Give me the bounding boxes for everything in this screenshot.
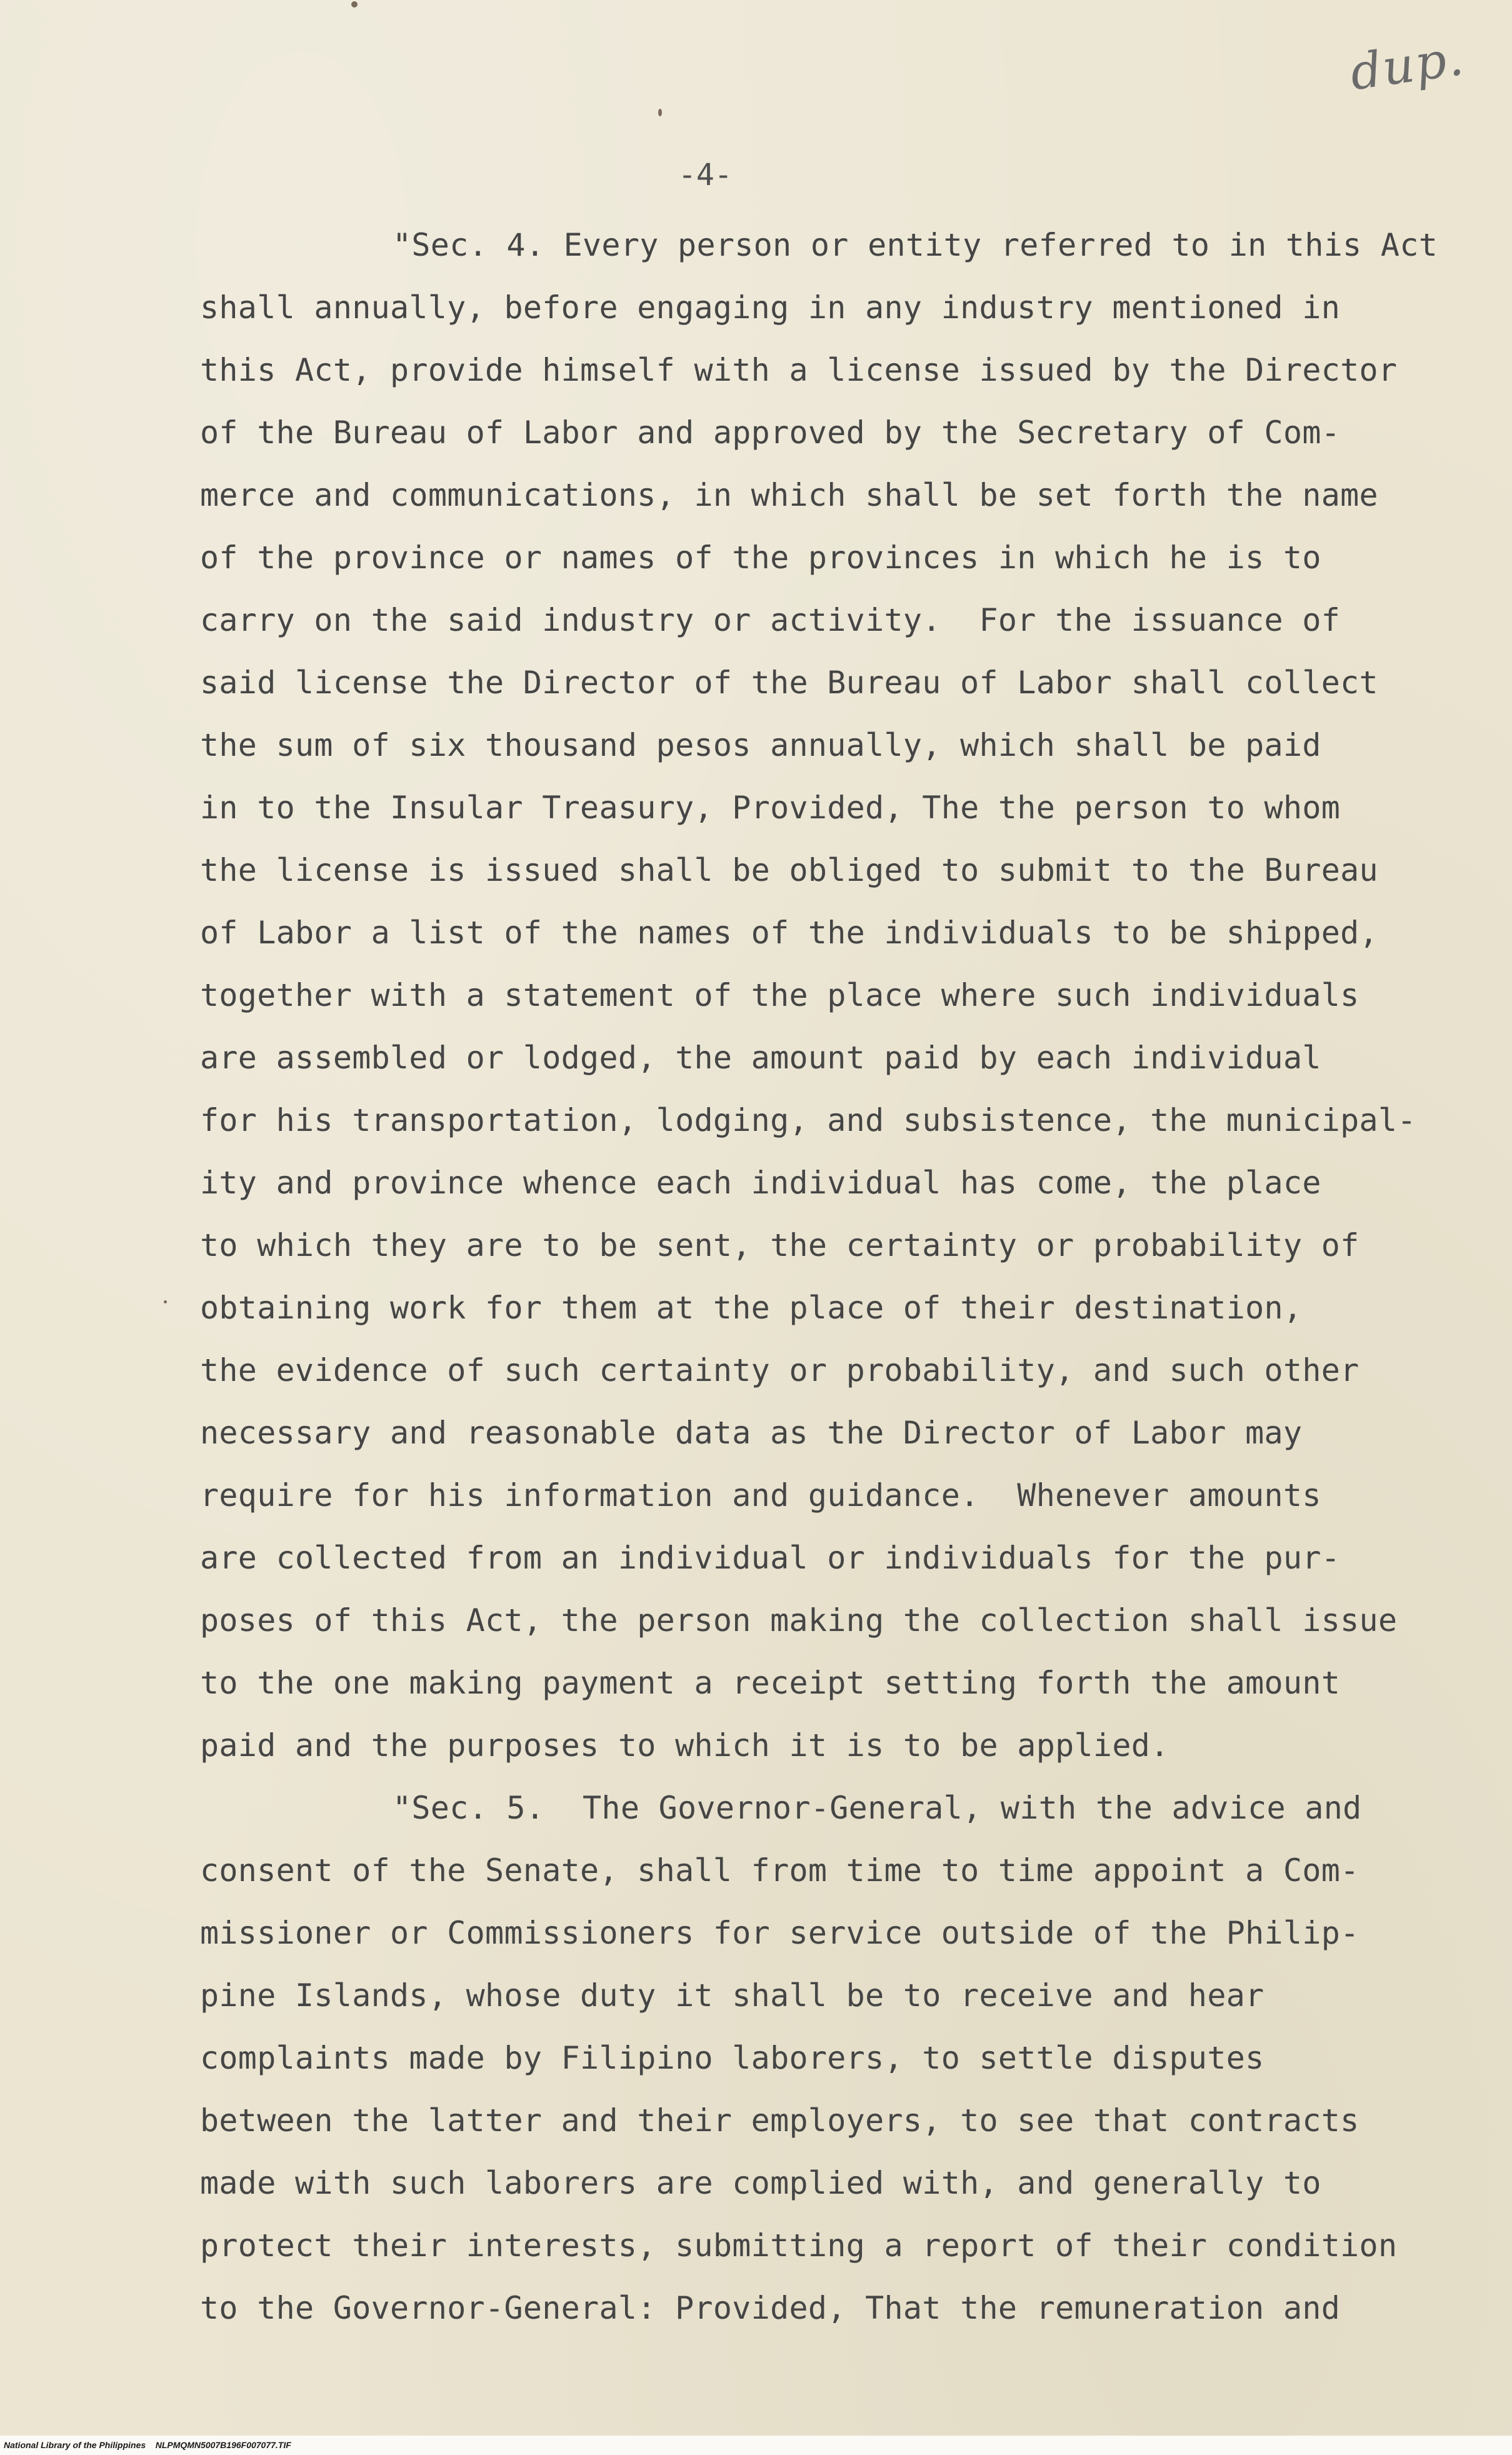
text-line: poses of this Act, the person making the collection shall issue xyxy=(200,1602,1398,1639)
text-line: complaints made by Filipino laborers, to settle disputes xyxy=(200,2040,1264,2076)
text-line: obtaining work for them at the place of their destination, xyxy=(200,1290,1303,1326)
text-line: ity and province whence each individual has come, the place xyxy=(200,1165,1321,1201)
text-line: are collected from an individual or individuals for the pur- xyxy=(200,1540,1341,1576)
text-line: to which they are to be sent, the certainty or probability of xyxy=(200,1227,1359,1263)
handwritten-annotation: dup. xyxy=(1346,29,1468,102)
text-line: said license the Director of the Bureau of Labor shall collect xyxy=(200,665,1378,701)
text-line: in to the Insular Treasury, Provided, The the person to whom xyxy=(200,790,1341,826)
library-name: National Library of the Philippines xyxy=(4,2440,146,2450)
ink-speck xyxy=(164,1300,167,1303)
text-line: "Sec. 4. Every person or entity referred to in this Act xyxy=(393,227,1438,263)
text-line: pine Islands, whose duty it shall be to receive and hear xyxy=(200,1977,1264,2014)
text-line: carry on the said industry or activity. For the issuance of xyxy=(200,602,1341,638)
text-line: protect their interests, submitting a report of their condition xyxy=(200,2227,1398,2264)
text-line: to the Governor-General: Provided, That the remuneration and xyxy=(200,2290,1341,2326)
text-line: to the one making payment a receipt setting forth the amount xyxy=(200,1665,1341,1701)
text-line: consent of the Senate, shall from time to time appoint a Com- xyxy=(200,1852,1359,1889)
text-line: the sum of six thousand pesos annually, which shall be paid xyxy=(200,727,1321,763)
text-line: require for his information and guidance. Whenever amounts xyxy=(200,1477,1321,1514)
text-line: merce and communications, in which shall be set forth the name xyxy=(200,477,1378,513)
ink-speck xyxy=(658,109,662,116)
ink-speck xyxy=(351,1,358,8)
text-line: between the latter and their employers, to see that contracts xyxy=(200,2102,1359,2139)
text-line: together with a statement of the place where such individuals xyxy=(200,977,1359,1013)
text-line: this Act, provide himself with a license issued by the Director xyxy=(200,352,1398,388)
text-line: of Labor a list of the names of the individuals to be shipped, xyxy=(200,915,1378,951)
text-line: the license is issued shall be obliged to submit to the Bureau xyxy=(200,852,1378,888)
text-line: of the Bureau of Labor and approved by the Secretary of Com- xyxy=(200,414,1341,451)
text-line: "Sec. 5. The Governor-General, with the advice and xyxy=(393,1790,1362,1826)
file-id: NLPMQMN5007B196F007077.TIF xyxy=(155,2440,291,2450)
text-line: for his transportation, lodging, and subsistence, the municipal- xyxy=(200,1102,1416,1138)
text-line: necessary and reasonable data as the Director of Labor may xyxy=(200,1415,1303,1451)
text-line: missioner or Commissioners for service outside of the Philip- xyxy=(200,1915,1359,1951)
text-line: shall annually, before engaging in any industry mentioned in xyxy=(200,289,1341,326)
page-number: -4- xyxy=(678,158,733,193)
text-line: paid and the purposes to which it is to be applied. xyxy=(200,1727,1169,1764)
text-line: the evidence of such certainty or probability, and such other xyxy=(200,1352,1359,1388)
text-line: made with such laborers are complied with, and generally to xyxy=(200,2165,1321,2201)
text-line: are assembled or lodged, the amount paid by each individual xyxy=(200,1040,1321,1076)
scan-footer-text xyxy=(4,2440,291,2450)
text-line: of the province or names of the provinces in which he is to xyxy=(200,540,1321,576)
